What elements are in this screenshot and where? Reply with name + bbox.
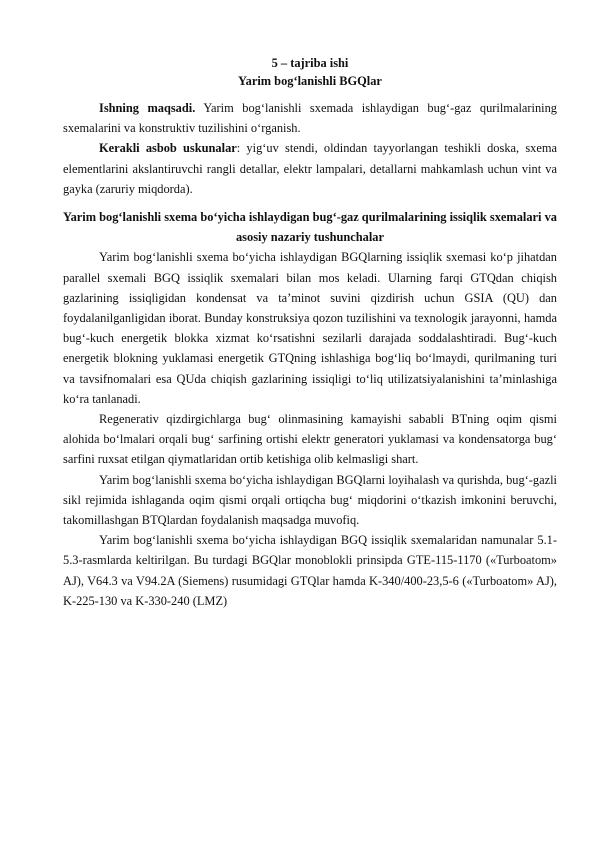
body-paragraph: Yarim bog‘lanishli sxema bo‘yicha ishlaydigan BGQ issiqlik sxemalaridan namunalar 5.1-5.3-rasmlarda keltirilgan. Bu turdagi BGQlar monoblokli prinsipda GTE-115-1170 («Turboatom» AJ), V64.3 va V94.2A (Siemens) rusumidagi GTQlar hamda K-340/400-23,5-6 («Turboatom» AJ), K-225-130 va K-330-240 (LMZ) [63,533,557,608]
section-heading: Yarim bog‘lanishli sxema bo‘yicha ishlaydigan bug‘-gaz qurilmalarining issiqlik sxemalari va asosiy nazariy tushunchalar [63,210,557,245]
aim-paragraph [63,98,557,138]
work-title: Yarim bog‘lanishli BGQlar [238,74,382,88]
tools-text: : yig‘uv stendi, oldindan tayyorlangan teshikli doska, sxema elementlarini akslantiruvchi rangli detallar, elektr lampalari, detallarni mahkamlash uchun vint va gayka (zaruriy miqdorda). [63,141,557,196]
aim-label: Ishning maqsadi. [99,101,196,115]
body-paragraph: Yarim bog‘lanishli sxema bo‘yicha ishlaydigan BGQlarning issiqlik sxemasi ko‘p jihatdan parallel sxemali BGQ issiqlik sxemalari bilan mos keladi. Ularning farqi GTQdan chiqish gazlarining issiqligidan kondensat va ta’minot suvini qizdirish uchun GSIA (QU) dan foydalanilganligidan iborat. Bunday konstruksiya qozon tuzilishini va texnologik jarayonni, hamda bug‘-kuch energetik blokka xizmat ko‘rsatishni sezilarli darajada soddalashtiradi. Bug‘-kuch energetik blokning yuklamasi energetik GTQning ishlashiga bog‘liq bo‘lmaydi, qurilmaning turi va tavsifnomalari esa QUda chiqish gazlarining issiqligi to‘liq utilizatsiyalanishini ta’minlashiga ko‘ra tanlanadi. [63,250,557,406]
body-paragraph: Yarim bog‘lanishli sxema bo‘yicha ishlaydigan BGQlarni loyihalash va qurishda, bug‘-gazli sikl rejimida ishlaganda oqim qismi orqali ortiqcha bug‘ miqdorini o‘tkazish imkonini beruvchi, takomillashgan BTQlardan foydalanish maqsadga muvofiq. [63,472,557,528]
body-paragraph: Regenerativ qizdirgichlarga bug‘ olinmasining kamayishi sababli BTning oqim qismi alohida bo‘lmalari orqali bug‘ sarfining ortishi elektr generatori yuklamasi va kondensatorga bug‘ sarfini ruxsat etilgan qiymatlaridan ortib ketishiga olib kelmasligi shart. [63,412,557,467]
document-page [63,54,557,611]
aim-text: Yarim bog‘lanishli sxemada ishlaydigan bug‘-gaz qurilmalarining sxemalarini va konstruktiv tuzilishini o‘rganish. [63,101,557,136]
tools-paragraph [63,138,557,199]
tools-label: Kerakli asbob uskunalar [99,141,237,156]
work-number: 5 – tajriba ishi [271,56,349,70]
